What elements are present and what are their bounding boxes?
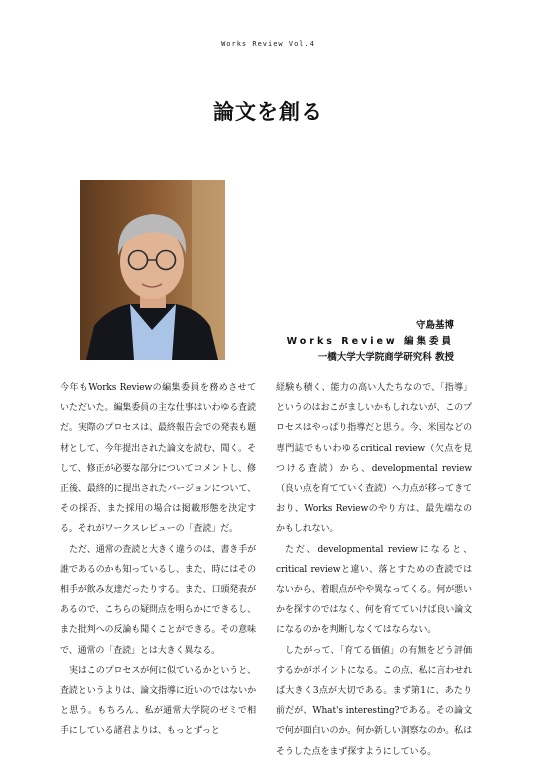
body-paragraph: 経験も積く、能力の高い人たちなので、「指導」というのはおこがましいかもしれないが、このプロセスはやっぱり指導だと思う。今、米国などの専門誌でもいわゆるcritical review（欠点を見つける査読）から、developmental review（良い点を育てていく査読）へ力点が移ってきており、Works Reviewのやり方は、最先端なのかもしれない。	[276, 383, 472, 535]
author-affiliation: 一橋大学大学院商学研究科 教授	[317, 352, 454, 363]
body-paragraph: 今年もWorks Reviewの編集委員を務めさせていただいた。編集委員の主な仕事はいわゆる査読だ。実際のプロセスは、最終報告会での発表も題材として、今年提出された論文を読む、聞く。そして、修正が必要な部分についてコメントし、修正後、最終的に提出されたバージョンについて、その採否、また採用の場合は掲載形態を決定する。それがワークスレビューの「査読」だ。	[60, 383, 256, 535]
body-paragraph: ただ、通常の査読と大きく違うのは、書き手が誰であるのかも知っているし、また、時にはその相手が飲み友達だったりする。また、口頭発表があるので、こちらの疑問点を明らかにできるし、また批判への反論も聞くことができる。その意味で、通常の「査読」とは大きく異なる。	[60, 544, 256, 656]
author-name: 守島基博	[415, 320, 454, 331]
body-column-left	[60, 378, 256, 742]
body-column-right	[276, 378, 472, 762]
body-paragraph: 実はこのプロセスが何に似ているかというと、査読というよりは、論文指導に近いのではないかと思う。もちろん、私が通常大学院のゼミで相手にしている諸君よりは、もっとずっと	[60, 665, 256, 737]
author-photo	[80, 180, 225, 360]
author-info	[287, 318, 454, 366]
body-paragraph: ただ、developmental reviewになると、critical reviewと違い、落とすための査読ではないから、着眼点がやや異なってくる。何が悪いかを探すのではなく、何を育てていけば良い論文になるのかを判断しなくてはならない。	[276, 544, 472, 636]
running-header: Works Review Vol.4	[221, 40, 315, 48]
author-portrait-icon	[80, 180, 225, 360]
body-paragraph: したがって、「育てる価値」の有無をどう評価するかがポイントになる。この点、私に言わせれば大きく3点が大切である。まず第1に、あたり前だが、What's interesting?である。その論文で何が面白いのか。何か新しい洞察なのか。私はそうした点をまず探すようにしている。	[276, 645, 472, 757]
author-role: Works Review 編集委員	[286, 336, 454, 347]
article-title: 論文を創る	[213, 100, 323, 124]
